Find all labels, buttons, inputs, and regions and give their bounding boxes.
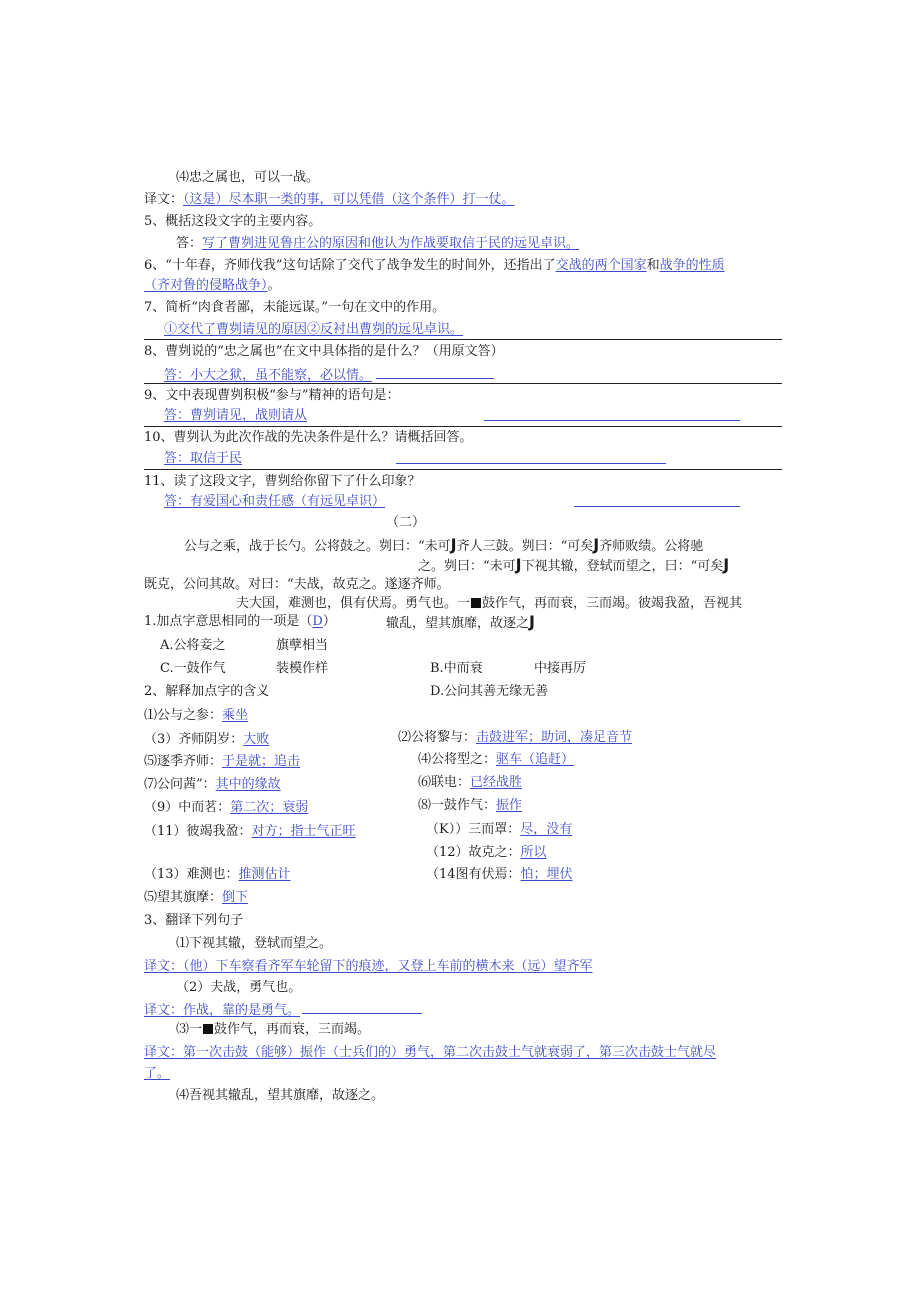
answer-10 [164,451,242,467]
answer-prefix: 答： [176,236,203,251]
question-text: 6、“十年春，齐师伐我”这句话除了交代了战争发生的时间外，还指出了 [144,258,556,273]
question-6-cont [144,278,281,294]
explain-3: （3）齐师阴岁：大败 [144,732,270,747]
translate-3-question: ⑶一 鼓作气，再而衰，三而竭。 [176,1022,371,1037]
black-square-icon [203,1024,213,1034]
translate-4-question: ⑷吾视其辙乱，望其旗靡，故逐之。 [176,1088,385,1103]
option-a: A.公将妾之 [160,638,226,653]
black-square-icon [471,598,481,608]
answer-text: 写了曹刿进见鲁庄公的原因和他认为作战要取信于民的远见卓识。 [202,236,580,251]
mc-question-1: 1.加点字意思相同的一项是（D） [144,614,336,629]
answer-11 [164,494,385,510]
passage-line-5: 辙乱，望其旗靡，故逐之J [386,612,535,631]
divider [144,339,782,340]
translate-1-question: ⑴下视其辙，登轼而望之。 [176,936,333,951]
explain-2: ⑵公将黎与：击鼓进军；助词，凑足音节 [398,730,633,745]
answer-blank-10 [396,451,666,469]
explain-13: （13）难测也：推测估计 [144,867,291,882]
answer-text: 答：曹刿请见，战则请从 [164,408,308,423]
explain-11: （11）彼竭我盈：对方；指士气正旺 [144,824,356,839]
option-b: B.中而衰 [430,661,483,676]
explain-9: （9）中而茗：第二次；衰弱 [144,800,309,815]
explain-1: ⑴公与之参：乘坐 [144,708,249,723]
passage-line-1: 公与之乘，战于长勺。公将鼓之。刿曰：“未可J齐人三鼓。刿曰：“可矣J齐师败绩。公将驰 [184,535,704,554]
answer-blank [376,366,494,379]
passage-line-4: 夫大国，难测也，俱有伏焉。勇气也。一 鼓作气，再而衰，三而竭。彼竭我盈，吾视其 [236,596,743,611]
answer-text: 答：取信于民 [164,451,243,466]
divider [144,426,782,427]
divider [144,383,782,384]
option-c: C.一鼓作气 [160,661,226,676]
option-a-word: 旗孽相当 [276,638,329,653]
answer-choice: D [312,614,323,629]
translate-1-answer: 译文：（他）下车察看齐军车轮留下的痕迹，又登上车前的横木来（远）望齐军 [144,959,593,974]
passage-line-2: 之。刿曰：“未可J下视其辙，登轼而望之，曰：“可矣J [418,555,730,574]
explain-8: ⑻一鼓作气：振作 [418,798,523,813]
section-heading: （二） [386,515,426,530]
answer-text: 答：有爱国心和责任感（有远见卓识） [164,494,386,509]
explain-14: （14图有伏焉：怕；埋伏 [426,867,573,882]
translation-prefix: 译文： [144,192,184,207]
translate-3-answer-cont: 了。 [144,1066,171,1081]
answer-text: ①交代了曹刿请见的原因②反衬出曹刿的远见卓识。 [164,322,464,337]
answer-5 [176,236,579,252]
explain-5: ⑸逐季齐师：于是就；追击 [144,754,301,769]
question-11: 11、读了这段文字，曹刿给你留下了什么印象？ [144,474,421,489]
explain-10: （K））三而罩：尽，没有 [426,822,573,837]
answer-9 [164,408,307,424]
question-7: 7、简析“肉食者鄙，未能远谋。”一句在文中的作用。 [144,300,446,315]
question-8: 8、曹刿说的“忠之属也”在文中具体指的是什么？（用原文答） [144,344,504,359]
connector: 和 [646,258,660,273]
explain-7: ⑺公问茜”：其中的缘故 [144,777,281,792]
explain-6: ⑹联电：已经战胜 [418,775,523,790]
option-b-word: 中接再厉 [534,661,587,676]
translate-2-answer: 译文：作战，靠的是勇气。 [144,1001,422,1019]
question-9: 9、文中表现曹刿积极“参与”精神的语句是： [144,388,400,403]
translation-answer: （这是）尽本职一类的事，可以凭借（这个条件）打一仗。 [183,192,515,207]
item-4-translation [144,192,515,208]
answer-8 [164,366,494,384]
answer-7 [164,322,463,338]
explain-4: ⑷公将型之：驱车（追赶） [418,752,575,767]
translate-3-answer: 译文：第一次击鼓（能够）振作（士兵们的）勇气，第二次击鼓士气就衰弱了，第三次击鼓士气就尽 [144,1045,717,1060]
answer-blank-9 [484,408,740,426]
answer-blank-11 [574,494,740,512]
explain-12: （12）故克之：所以 [426,845,547,860]
option-c-word: 装模作样 [276,661,329,676]
question-6 [144,258,725,274]
period: 。 [267,278,281,293]
passage-line-3: 既克，公问其故。对曰：“夫战，故克之。遂逐齐师。 [144,577,450,592]
divider [144,469,782,470]
option-d: D.公问其善无缘无善 [430,684,549,699]
answer-text: 答：小大之狱，虽不能察，必以情。 [164,368,373,383]
question-3: 3、翻译下列句子 [144,913,244,928]
question-2: 2、解释加点字的含义 [144,684,270,699]
answer-part-3: （齐对鲁的侵略战争） [144,278,268,293]
explain-15: ⑸望其旗摩：倒下 [144,890,249,905]
answer-part-1: 交战的两个国家 [555,258,647,273]
translate-2-question: （2）夫战，勇气也。 [176,980,302,995]
answer-part-2: 战争的性质 [659,258,725,273]
question-5: 5、概括这段文字的主要内容。 [144,214,322,229]
question-10: 10、曹刿认为此次作战的先决条件是什么？请概括回答。 [144,430,473,445]
item-4: ⑷忠之属也，可以一战。 [176,170,320,185]
